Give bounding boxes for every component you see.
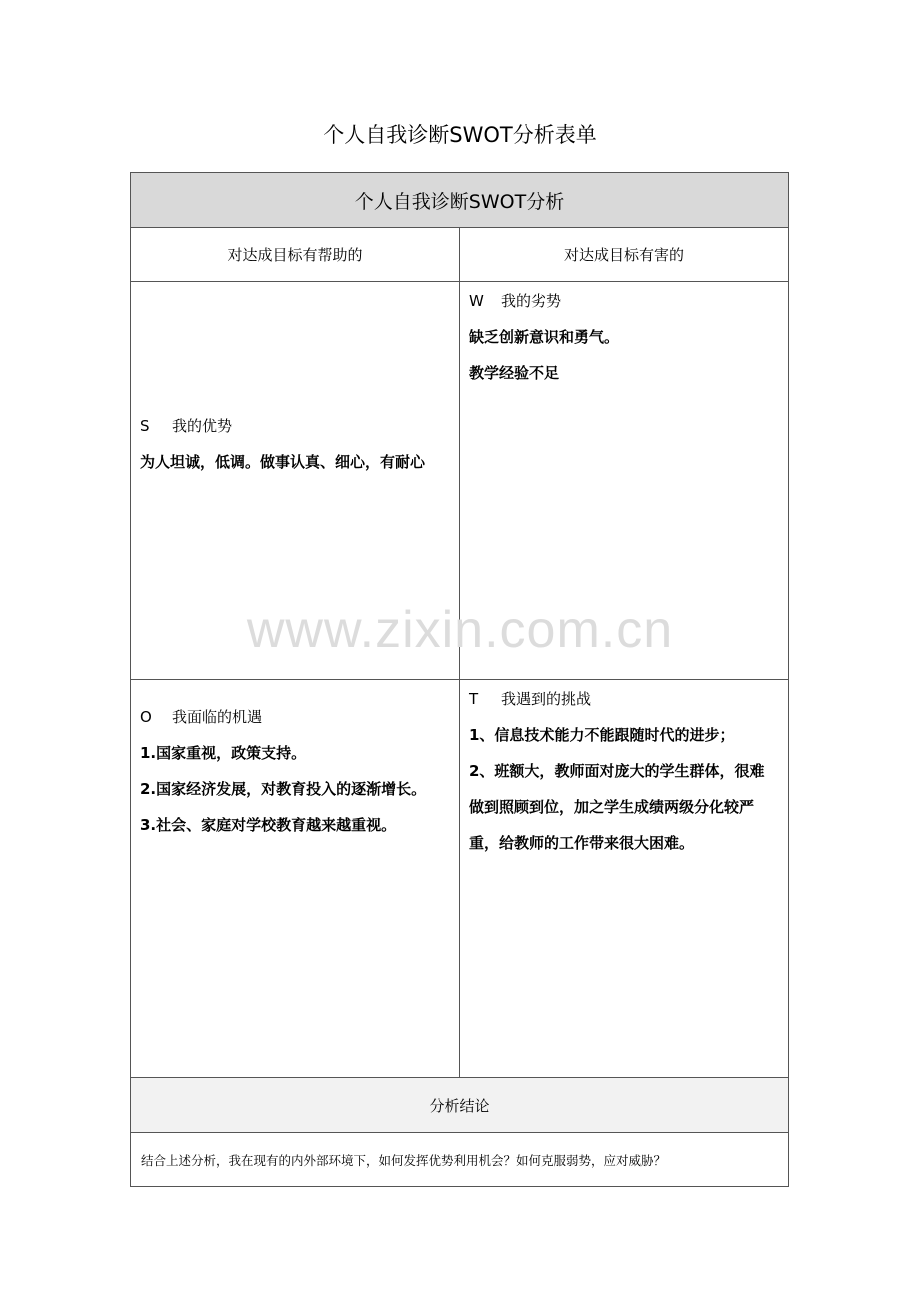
threats-line: 重，给教师的工作带来很大困难。 <box>469 834 695 852</box>
weaknesses-title: 我的劣势 <box>501 292 562 310</box>
opportunities-line: 3.社会、家庭对学校教育越来越重视。 <box>140 816 397 834</box>
opportunities-cell <box>131 680 460 1077</box>
weaknesses-line: 教学经验不足 <box>469 364 560 382</box>
opportunities-letter: O <box>140 708 152 726</box>
column-helpful: 对达成目标有帮助的 <box>131 228 460 281</box>
weaknesses-line: 缺乏创新意识和勇气。 <box>469 328 620 346</box>
ot-row <box>131 680 788 1078</box>
weaknesses-cell <box>460 282 788 679</box>
table-header: 个人自我诊断SWOT分析 <box>131 173 788 228</box>
threats-line: 1、信息技术能力不能跟随时代的进步； <box>469 726 735 744</box>
weaknesses-letter: W <box>469 292 484 310</box>
opportunities-heading <box>140 699 453 735</box>
weaknesses-heading <box>469 283 782 319</box>
threats-letter: T <box>469 690 479 708</box>
page-title: 个人自我诊断SWOT分析表单 <box>323 123 597 147</box>
threats-line: 2、班额大，教师面对庞大的学生群体，很难 <box>469 762 765 780</box>
column-header-row <box>131 228 788 282</box>
conclusion-text: 结合上述分析，我在现有的内外部环境下，如何发挥优势利用机会？如何克服弱势，应对威胁？ <box>141 1152 667 1168</box>
conclusion-header: 分析结论 <box>131 1078 788 1133</box>
strengths-line: 为人坦诚，低调。做事认真、细心，有耐心 <box>140 453 426 471</box>
opportunities-title: 我面临的机遇 <box>172 708 263 726</box>
swot-table <box>130 172 789 1187</box>
threats-cell <box>460 680 788 1077</box>
watermark: www.zixin.com.cn <box>246 601 674 659</box>
opportunities-line: 2.国家经济发展，对教育投入的逐渐增长。 <box>140 780 427 798</box>
threats-heading <box>469 681 782 717</box>
sw-row <box>131 282 788 680</box>
threats-title: 我遇到的挑战 <box>501 690 592 708</box>
strengths-title: 我的优势 <box>172 417 233 435</box>
strengths-cell <box>131 282 460 679</box>
strengths-letter: S <box>140 417 150 435</box>
column-harmful: 对达成目标有害的 <box>563 246 684 264</box>
threats-line: 做到照顾到位，加之学生成绩两级分化较严 <box>469 798 755 816</box>
opportunities-line: 1.国家重视，政策支持。 <box>140 744 307 762</box>
strengths-heading <box>140 408 453 444</box>
